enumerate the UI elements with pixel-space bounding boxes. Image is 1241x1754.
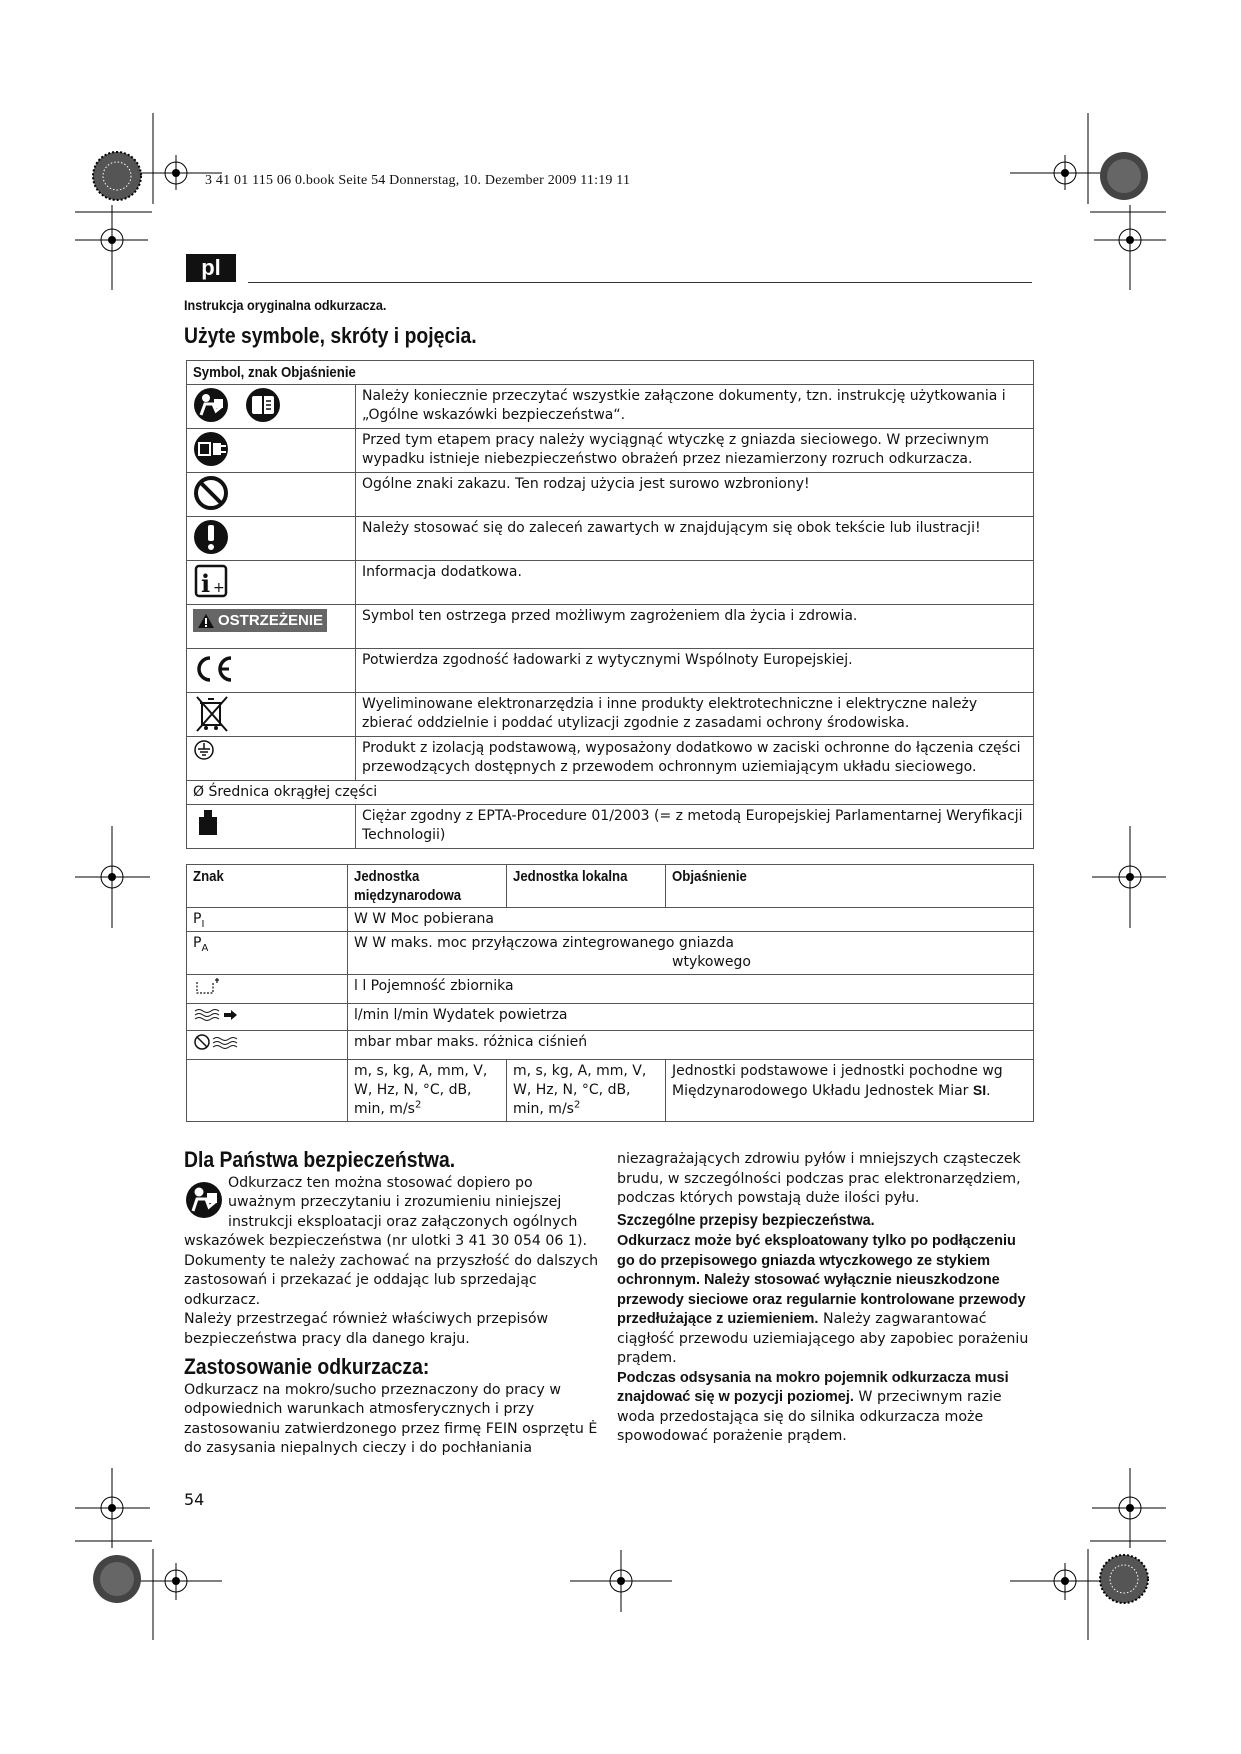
symbol-cell (187, 605, 356, 649)
symbol-cell (187, 693, 356, 737)
diameter-row: Ø Średnica okrągłej części (187, 781, 1034, 805)
special-rules-text: Odkurzacz może być eksploatowany tylko po podłączeniu go do przepisowego gniazda wtyczkowego ze stykiem ochronnym. Należy stosować wyłącznie nieuszkodzone przewody sieciowe oraz regularnie kontrolowane przewody przedłużające z uziemieniem. Należy zagwarantować ciągłość przewodu uziemiającego aby zapobiec porażeniu prądem. (617, 1233, 1029, 1366)
symbol-cell (187, 561, 356, 605)
symbols-table (186, 360, 1034, 849)
continuation-text: niezagrażających zdrowiu pyłów i mniejszych cząsteczek brudu, w szczególności podczas prac elektronarzędziem, podczas których powstają duże ilości pyłu. (617, 1151, 1021, 1206)
use-heading: Zastosowanie odkurzacza: (184, 1354, 430, 1379)
symbol-explanation: Ogólne znaki zakazu. Ten rodzaj użycia jest surowo wzbroniony! (356, 473, 1034, 517)
unit-sign-empty (187, 1060, 348, 1122)
safety-text: instrukcji eksploatacji oraz załączonych ogólnych (228, 1213, 578, 1230)
svg-text:+: + (213, 580, 225, 596)
symbol-cell (187, 649, 356, 693)
symbols-table-header: Symbol, znak Objaśnienie (187, 361, 1034, 385)
symbol-explanation: Wyeliminowane elektronarzędzia i inne produkty elektrotechniczne i elektryczne należy zbierać oddzielnie i poddać utylizacji zgodnie z zasadami ochrony środowiska. (356, 693, 1034, 737)
warning-label: OSTRZEŻENIE (193, 609, 327, 632)
right-column (617, 1150, 1035, 1447)
use-text: Odkurzacz na mokro/sucho przeznaczony do pracy w odpowiednich warunkach atmosferycznych i przy zastosowaniu zatwierdzonego przez firmę FEIN osprzętu Ė do zasysania niepalnych cieczy i do pochłaniania (184, 1381, 598, 1456)
safety-text: Odkurzacz ten można stosować dopiero po (228, 1174, 533, 1191)
ce-mark-icon (193, 651, 237, 685)
symbol-cell (187, 429, 356, 473)
symbol-explanation: Należy stosować się do zaleceń zawartych w znajdującym się obok tekście lub ilustracji! (356, 517, 1034, 561)
units-local: m, s, kg, A, mm, V, W, Hz, N, °C, dB, min, $m/s^2$ (507, 1060, 666, 1122)
weight-icon (193, 807, 223, 837)
air-flow-icon (193, 1006, 239, 1022)
symbol-cell (187, 517, 356, 561)
read-manual-icon (184, 1180, 224, 1220)
safety-text: wskazówek bezpieczeństwa (nr ulotki 3 41 30 054 06 1). Dokumenty te należy zachować na przyszłość do dalszych zastosowań i przekazać je oddając lub sprzedając odkurzacz. (184, 1233, 599, 1308)
safety-text: uważnym przeczytaniu i zrozumieniu niniejszej (228, 1194, 562, 1210)
wet-vacuum-text: Podczas odsysania na mokro pojemnik odkurzacza musi znajdować się w pozycji poziomej. W przeciwnym razie woda przedostająca się do silnika odkurzacza może spowodować porażenie prądem. (617, 1369, 1009, 1444)
symbol-explanation: Należy koniecznie przeczytać wszystkie załączone dokumenty, tzn. instrukcję użytkowania i „Ogólne wskazówki bezpieczeństwa“. (356, 385, 1034, 429)
read-manual-icon (193, 387, 285, 423)
unit-sign: $P_A$ (187, 932, 348, 975)
safety-heading: Dla Państwa bezpieczeństwa. (184, 1147, 456, 1172)
tank-capacity-icon (193, 977, 223, 995)
units-header-sign: Znak (187, 865, 348, 908)
symbol-explanation: Ciężar zgodny z EPTA-Procedure 01/2003 (= z metodą Europejskiej Parlamentarnej Weryfikacji Technologii) (356, 805, 1034, 849)
unit-sign (187, 1004, 348, 1031)
section-title: Użyte symbole, skróty i pojęcia. (184, 323, 477, 348)
symbol-explanation: Produkt z izolacją podstawową, wyposażony dodatkowo w zaciski ochronne do łączenia części przewodzących dostępnych z przewodem ochronnym uziemiającym układu sieciowego. (356, 737, 1034, 781)
unit-description: W W maks. moc przyłączowa zintegrowanego gniazda wtykowego (348, 932, 1034, 975)
exclamation-icon (193, 519, 233, 555)
symbol-cell (187, 385, 356, 429)
symbol-explanation: Informacja dodatkowa. (356, 561, 1034, 605)
prohibition-icon (193, 475, 233, 511)
unit-sign: $P_I$ (187, 908, 348, 932)
symbol-explanation: Przed tym etapem pracy należy wyciągnąć wtyczkę z gniazda sieciowego. W przeciwnym wypadku istnieje niebezpieczeństwo obrażeń przez niezamierzony rozruch odkurzacza. (356, 429, 1034, 473)
svg-text:i: i (201, 569, 211, 598)
symbol-cell (187, 805, 356, 849)
unit-description: l l Pojemność zbiornika (348, 975, 1034, 1004)
symbol-cell (187, 737, 356, 781)
symbol-explanation: Symbol ten ostrzega przed możliwym zagrożeniem dla życia i zdrowia. (356, 605, 1034, 649)
warning-triangle-icon (197, 613, 215, 629)
unit-description: l/min l/min Wydatek powietrza (348, 1004, 1034, 1031)
protective-earth-icon (193, 739, 217, 761)
units-header-explanation: Objaśnienie (666, 865, 1034, 908)
units-explanation: Jednostki podstawowe i jednostki pochodne wg Międzynarodowego Układu Jednostek Miar SI. (666, 1060, 1034, 1122)
pressure-diff-icon (193, 1033, 239, 1051)
units-header-local: Jednostka lokalna (507, 865, 666, 908)
units-intl: m, s, kg, A, mm, V, W, Hz, N, °C, dB, min, $m/s^2$ (348, 1060, 507, 1122)
header-rule (248, 282, 1032, 283)
symbol-cell (187, 473, 356, 517)
print-header: 3 41 01 115 06 0.book Seite 54 Donnerstag, 10. Dezember 2009 11:19 11 (205, 173, 631, 188)
symbol-explanation: Potwierdza zgodność ładowarki z wytycznymi Wspólnoty Europejskiej. (356, 649, 1034, 693)
unit-sign (187, 975, 348, 1004)
manual-subtitle: Instrukcja oryginalna odkurzacza. (184, 297, 387, 313)
unplug-icon (193, 431, 233, 467)
safety-text: Należy przestrzegać również właściwych przepisów bezpieczeństwa pracy dla danego kraju. (184, 1311, 549, 1347)
left-column (184, 1147, 604, 1459)
info-icon (193, 563, 233, 599)
unit-sign (187, 1031, 348, 1060)
units-table (186, 864, 1034, 1122)
page-number: 54 (184, 1490, 205, 1509)
special-rules-heading: Szczególne przepisy bezpieczeństwa. (617, 1211, 875, 1229)
language-badge: pl (186, 254, 236, 282)
weee-bin-icon (193, 695, 233, 733)
unit-description: W W Moc pobierana (348, 908, 1034, 932)
unit-description: mbar mbar maks. różnica ciśnień (348, 1031, 1034, 1060)
units-header-intl: Jednostka międzynarodowa (348, 865, 507, 908)
